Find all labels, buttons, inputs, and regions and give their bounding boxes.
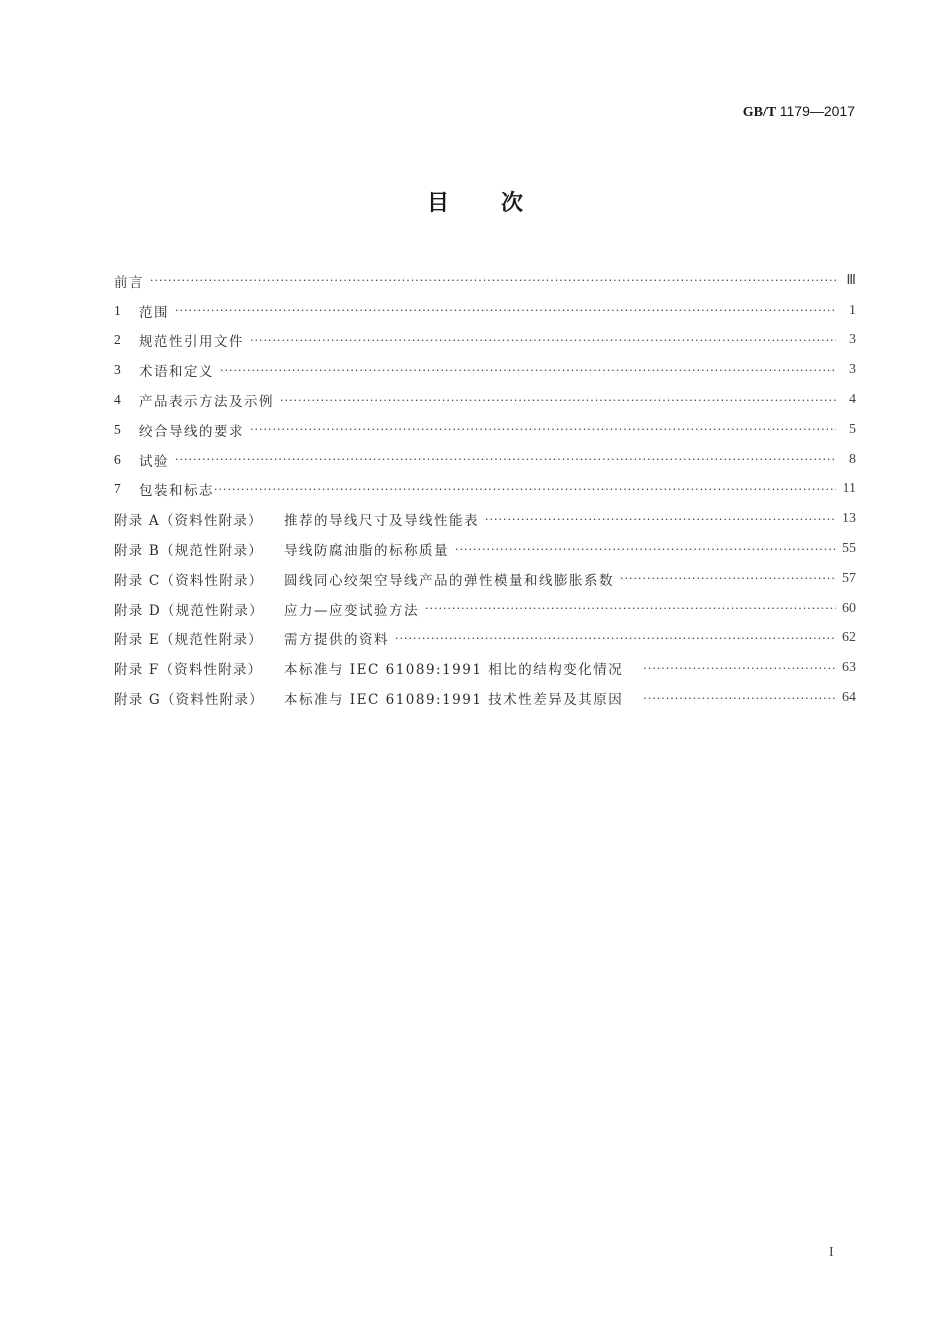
- annex-designation: 附录 F（资料性附录）: [114, 662, 263, 679]
- toc-entry-label: 前言: [114, 274, 144, 291]
- dot-leader: [250, 334, 836, 347]
- toc-entry-number: 5: [114, 421, 121, 437]
- toc-entry-annex-f[interactable]: [114, 653, 856, 683]
- toc-entry-chapter-2[interactable]: [114, 326, 856, 356]
- toc-entry-number: 2: [114, 332, 121, 348]
- toc-entry-annex-c[interactable]: [114, 564, 856, 594]
- toc-entry-chapter-5[interactable]: [114, 415, 856, 445]
- footer-page-number: I: [829, 1245, 834, 1260]
- toc-entry-page: 13: [842, 511, 856, 527]
- toc-entry-chapter-4[interactable]: [114, 385, 856, 415]
- dot-leader: [425, 602, 836, 615]
- dot-leader: [643, 662, 836, 675]
- annex-designation: 附录 E（规范性附录）: [114, 632, 263, 649]
- toc-entry-page: Ⅲ: [846, 273, 856, 289]
- toc-entry-number: 7: [114, 481, 121, 497]
- dot-leader: [280, 394, 836, 407]
- dot-leader: [175, 304, 836, 317]
- table-of-contents: [114, 266, 856, 713]
- title-char-2: 次: [501, 191, 524, 216]
- dot-leader: [150, 274, 836, 287]
- standard-prefix: GB/T: [742, 105, 777, 120]
- annex-designation: 附录 G（资料性附录）: [114, 692, 264, 709]
- toc-entry-label: 本标准与 IEC 61089:1991 相比的结构变化情况: [284, 662, 624, 679]
- annex-designation: 附录 A（资料性附录）: [114, 513, 263, 530]
- toc-entry-label: 应力—应变试验方法: [284, 602, 419, 619]
- dot-leader: [395, 632, 836, 645]
- toc-entry-label: 需方提供的资料: [284, 632, 389, 649]
- toc-entry-page: 57: [842, 570, 856, 586]
- dot-leader: [455, 543, 836, 556]
- toc-entry-foreword[interactable]: [114, 266, 856, 296]
- toc-entry-label: 规范性引用文件: [139, 334, 244, 351]
- dot-leader: [214, 483, 836, 496]
- toc-entry-page: 64: [842, 690, 856, 706]
- toc-entry-annex-g[interactable]: [114, 683, 856, 713]
- dot-leader: [175, 453, 836, 466]
- toc-entry-page: 63: [842, 660, 856, 676]
- toc-entry-chapter-1[interactable]: [114, 296, 856, 326]
- toc-entry-page: 11: [842, 481, 856, 497]
- toc-entry-page: 4: [849, 392, 856, 408]
- toc-entry-annex-e[interactable]: [114, 624, 856, 654]
- toc-entry-page: 3: [849, 332, 856, 348]
- toc-entry-annex-b[interactable]: [114, 534, 856, 564]
- toc-entry-chapter-7[interactable]: [114, 475, 856, 505]
- dot-leader: [220, 364, 836, 377]
- toc-entry-number: 1: [114, 302, 121, 318]
- standard-code: [743, 103, 855, 121]
- annex-designation: 附录 C（资料性附录）: [114, 572, 264, 589]
- toc-entry-page: 62: [842, 630, 856, 646]
- toc-entry-number: 4: [114, 392, 121, 408]
- toc-entry-label: 产品表示方法及示例: [139, 394, 274, 411]
- standard-number: 1179—2017: [779, 103, 855, 119]
- toc-entry-chapter-3[interactable]: [114, 355, 856, 385]
- page-title: [0, 186, 950, 217]
- annex-designation: 附录 D（规范性附录）: [114, 602, 264, 619]
- dot-leader: [620, 572, 836, 585]
- dot-leader: [250, 423, 836, 436]
- toc-entry-label: 推荐的导线尺寸及导线性能表: [284, 513, 479, 530]
- toc-entry-label: 术语和定义: [139, 364, 214, 381]
- toc-entry-annex-a[interactable]: [114, 504, 856, 534]
- toc-entry-label: 范围: [139, 304, 169, 321]
- toc-entry-annex-d[interactable]: [114, 594, 856, 624]
- dot-leader: [485, 513, 836, 526]
- toc-entry-page: 3: [849, 362, 856, 378]
- toc-entry-chapter-6[interactable]: [114, 445, 856, 475]
- toc-entry-page: 60: [842, 600, 856, 616]
- toc-entry-label: 圆线同心绞架空导线产品的弹性模量和线膨胀系数: [284, 572, 614, 589]
- toc-entry-label: 绞合导线的要求: [139, 423, 244, 440]
- toc-entry-number: 6: [114, 451, 121, 467]
- toc-entry-label: 试验: [139, 453, 169, 470]
- toc-entry-label: 包装和标志: [139, 483, 214, 500]
- title-char-1: 目: [426, 191, 449, 216]
- toc-entry-page: 5: [849, 421, 856, 437]
- toc-entry-label: 本标准与 IEC 61089:1991 技术性差异及其原因: [284, 692, 624, 709]
- annex-designation: 附录 B（规范性附录）: [114, 543, 263, 560]
- toc-entry-page: 8: [849, 451, 856, 467]
- toc-entry-label: 导线防腐油脂的标称质量: [284, 543, 449, 560]
- toc-entry-number: 3: [114, 362, 121, 378]
- toc-entry-page: 1: [849, 302, 856, 318]
- toc-entry-page: 55: [842, 541, 856, 557]
- dot-leader: [643, 692, 836, 705]
